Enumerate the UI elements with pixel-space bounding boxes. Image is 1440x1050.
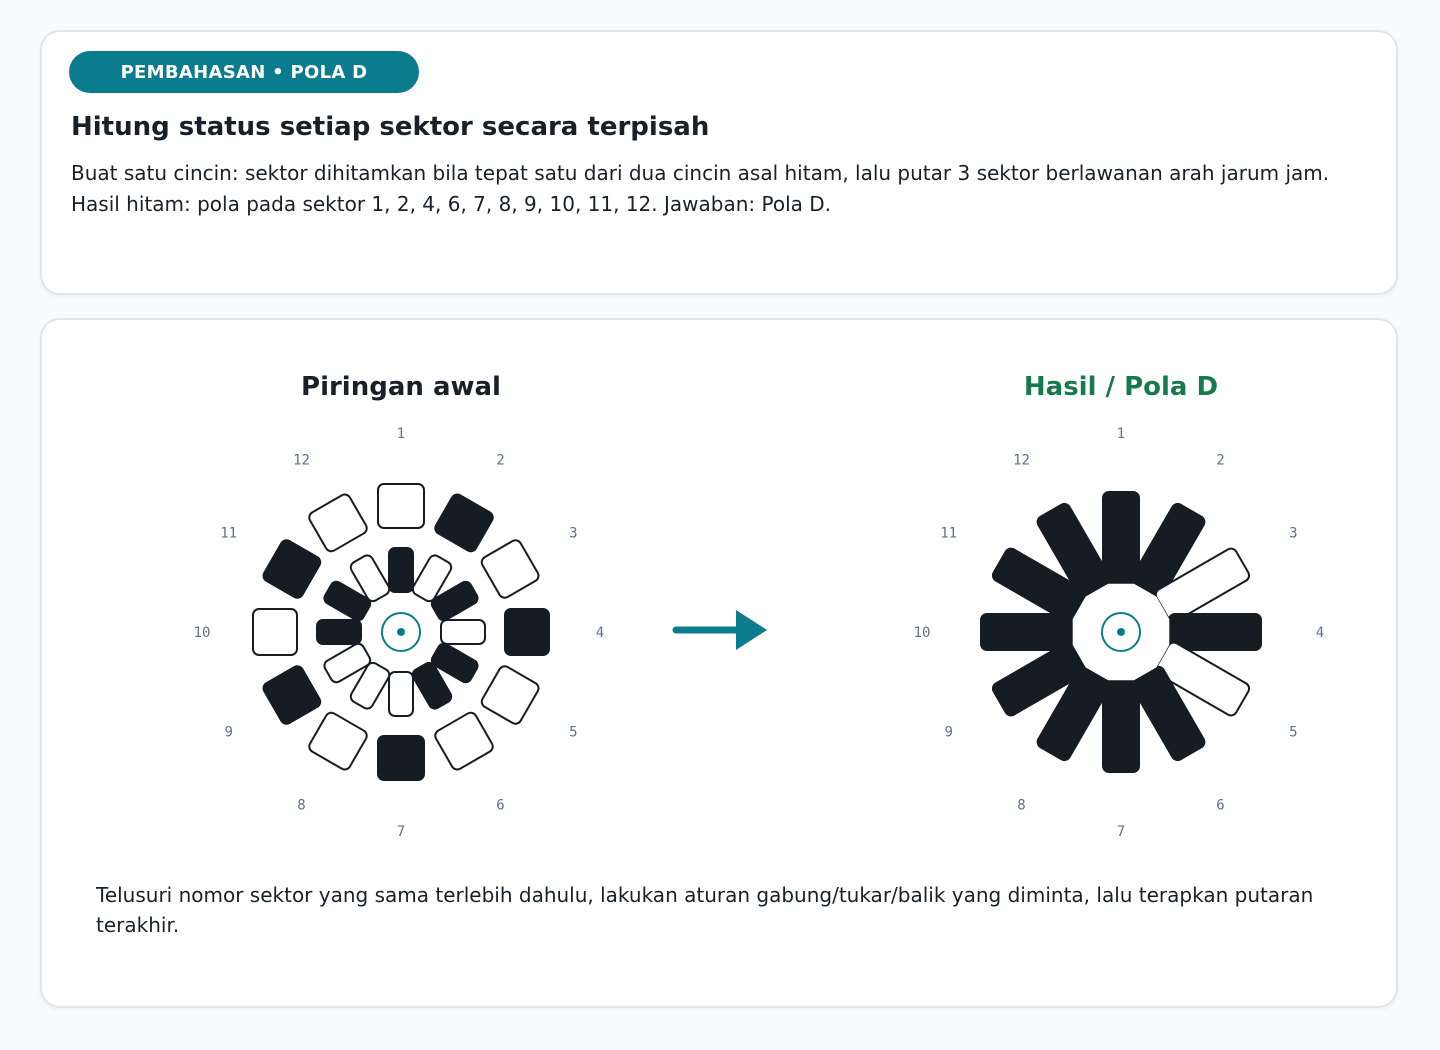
outer-ring-sector-1 [378,484,424,528]
outer-ring-sector-3 [480,538,541,600]
sector-number-label: 4 [595,625,605,641]
sector-number-label: 10 [913,625,931,641]
sector-number-label: 9 [224,724,233,741]
explanation-line-2: Hasil hitam: pola pada sektor 1, 2, 4, 6, 7, 8, 9, 10, 11, 12. Jawaban: Pola D. [71,192,831,216]
sector-number-label: 10 [193,625,211,641]
outer-ring-sector-10 [253,609,297,655]
explanation-title: Hitung status setiap sektor secara terpisah [71,112,710,142]
outer-ring-sector-11 [261,538,322,600]
sector-number-label: 2 [496,452,505,469]
sector-number-label: 8 [1017,797,1026,814]
outer-ring-sector-12 [307,492,369,553]
sector-number-label: 4 [1315,625,1325,641]
sector-number-label: 8 [297,797,306,814]
diagram-card [40,318,1398,1008]
section-badge: PEMBAHASAN • POLA D [69,51,419,93]
explanation-card [40,30,1398,295]
sector-number-label: 3 [569,525,578,542]
transform-arrow-icon [676,610,767,650]
result-sector-4 [1169,614,1261,650]
sector-number-label: 5 [569,724,578,741]
sector-number-label: 6 [1216,797,1225,814]
explanation-text [71,158,1371,220]
sector-number-label: 9 [944,724,953,741]
result-disc [914,426,1325,840]
sector-number-label: 6 [496,797,505,814]
inner-ring-sector-1 [389,548,413,592]
outer-ring-sector-8 [307,711,369,772]
sector-number-label: 1 [396,426,406,442]
outer-ring-sector-6 [433,711,495,772]
sector-number-label: 3 [1289,525,1298,542]
sector-number-label: 1 [1116,426,1126,442]
initial-disc [194,426,605,840]
result-sector-10 [981,614,1073,650]
result-sector-1 [1103,492,1139,584]
outer-ring-sector-7 [378,736,424,780]
result-sector-7 [1103,680,1139,772]
sector-number-label: 7 [396,824,406,840]
sector-number-label: 11 [220,525,238,542]
sector-number-label: 2 [1216,452,1225,469]
sector-number-label: 7 [1116,824,1126,840]
sector-number-label: 12 [1013,452,1030,469]
center-dot [1117,628,1125,636]
sector-number-label: 12 [293,452,310,469]
sector-number-label: 5 [1289,724,1298,741]
outer-ring-sector-2 [433,492,495,553]
outer-ring-sector-5 [480,664,541,726]
center-dot [397,628,405,636]
hint-text: Telusuri nomor sektor yang sama terlebih dahulu, lakukan aturan gabung/tukar/balik yang diminta, lalu terapkan putaran terakhir. [96,883,1314,937]
inner-ring-sector-4 [441,620,485,644]
inner-ring-sector-10 [317,620,361,644]
explanation-line-1: Buat satu cincin: sektor dihitamkan bila tepat satu dari dua cincin asal hitam, lalu putar 3 sektor berlawanan arah jarum jam. [71,161,1330,185]
sector-number-label: 11 [940,525,958,542]
outer-ring-sector-9 [261,664,322,726]
inner-ring-sector-7 [389,672,413,716]
left-panel-title: Piringan awal [301,372,501,402]
outer-ring-sector-4 [505,609,549,655]
right-panel-title: Hasil / Pola D [1023,372,1219,402]
